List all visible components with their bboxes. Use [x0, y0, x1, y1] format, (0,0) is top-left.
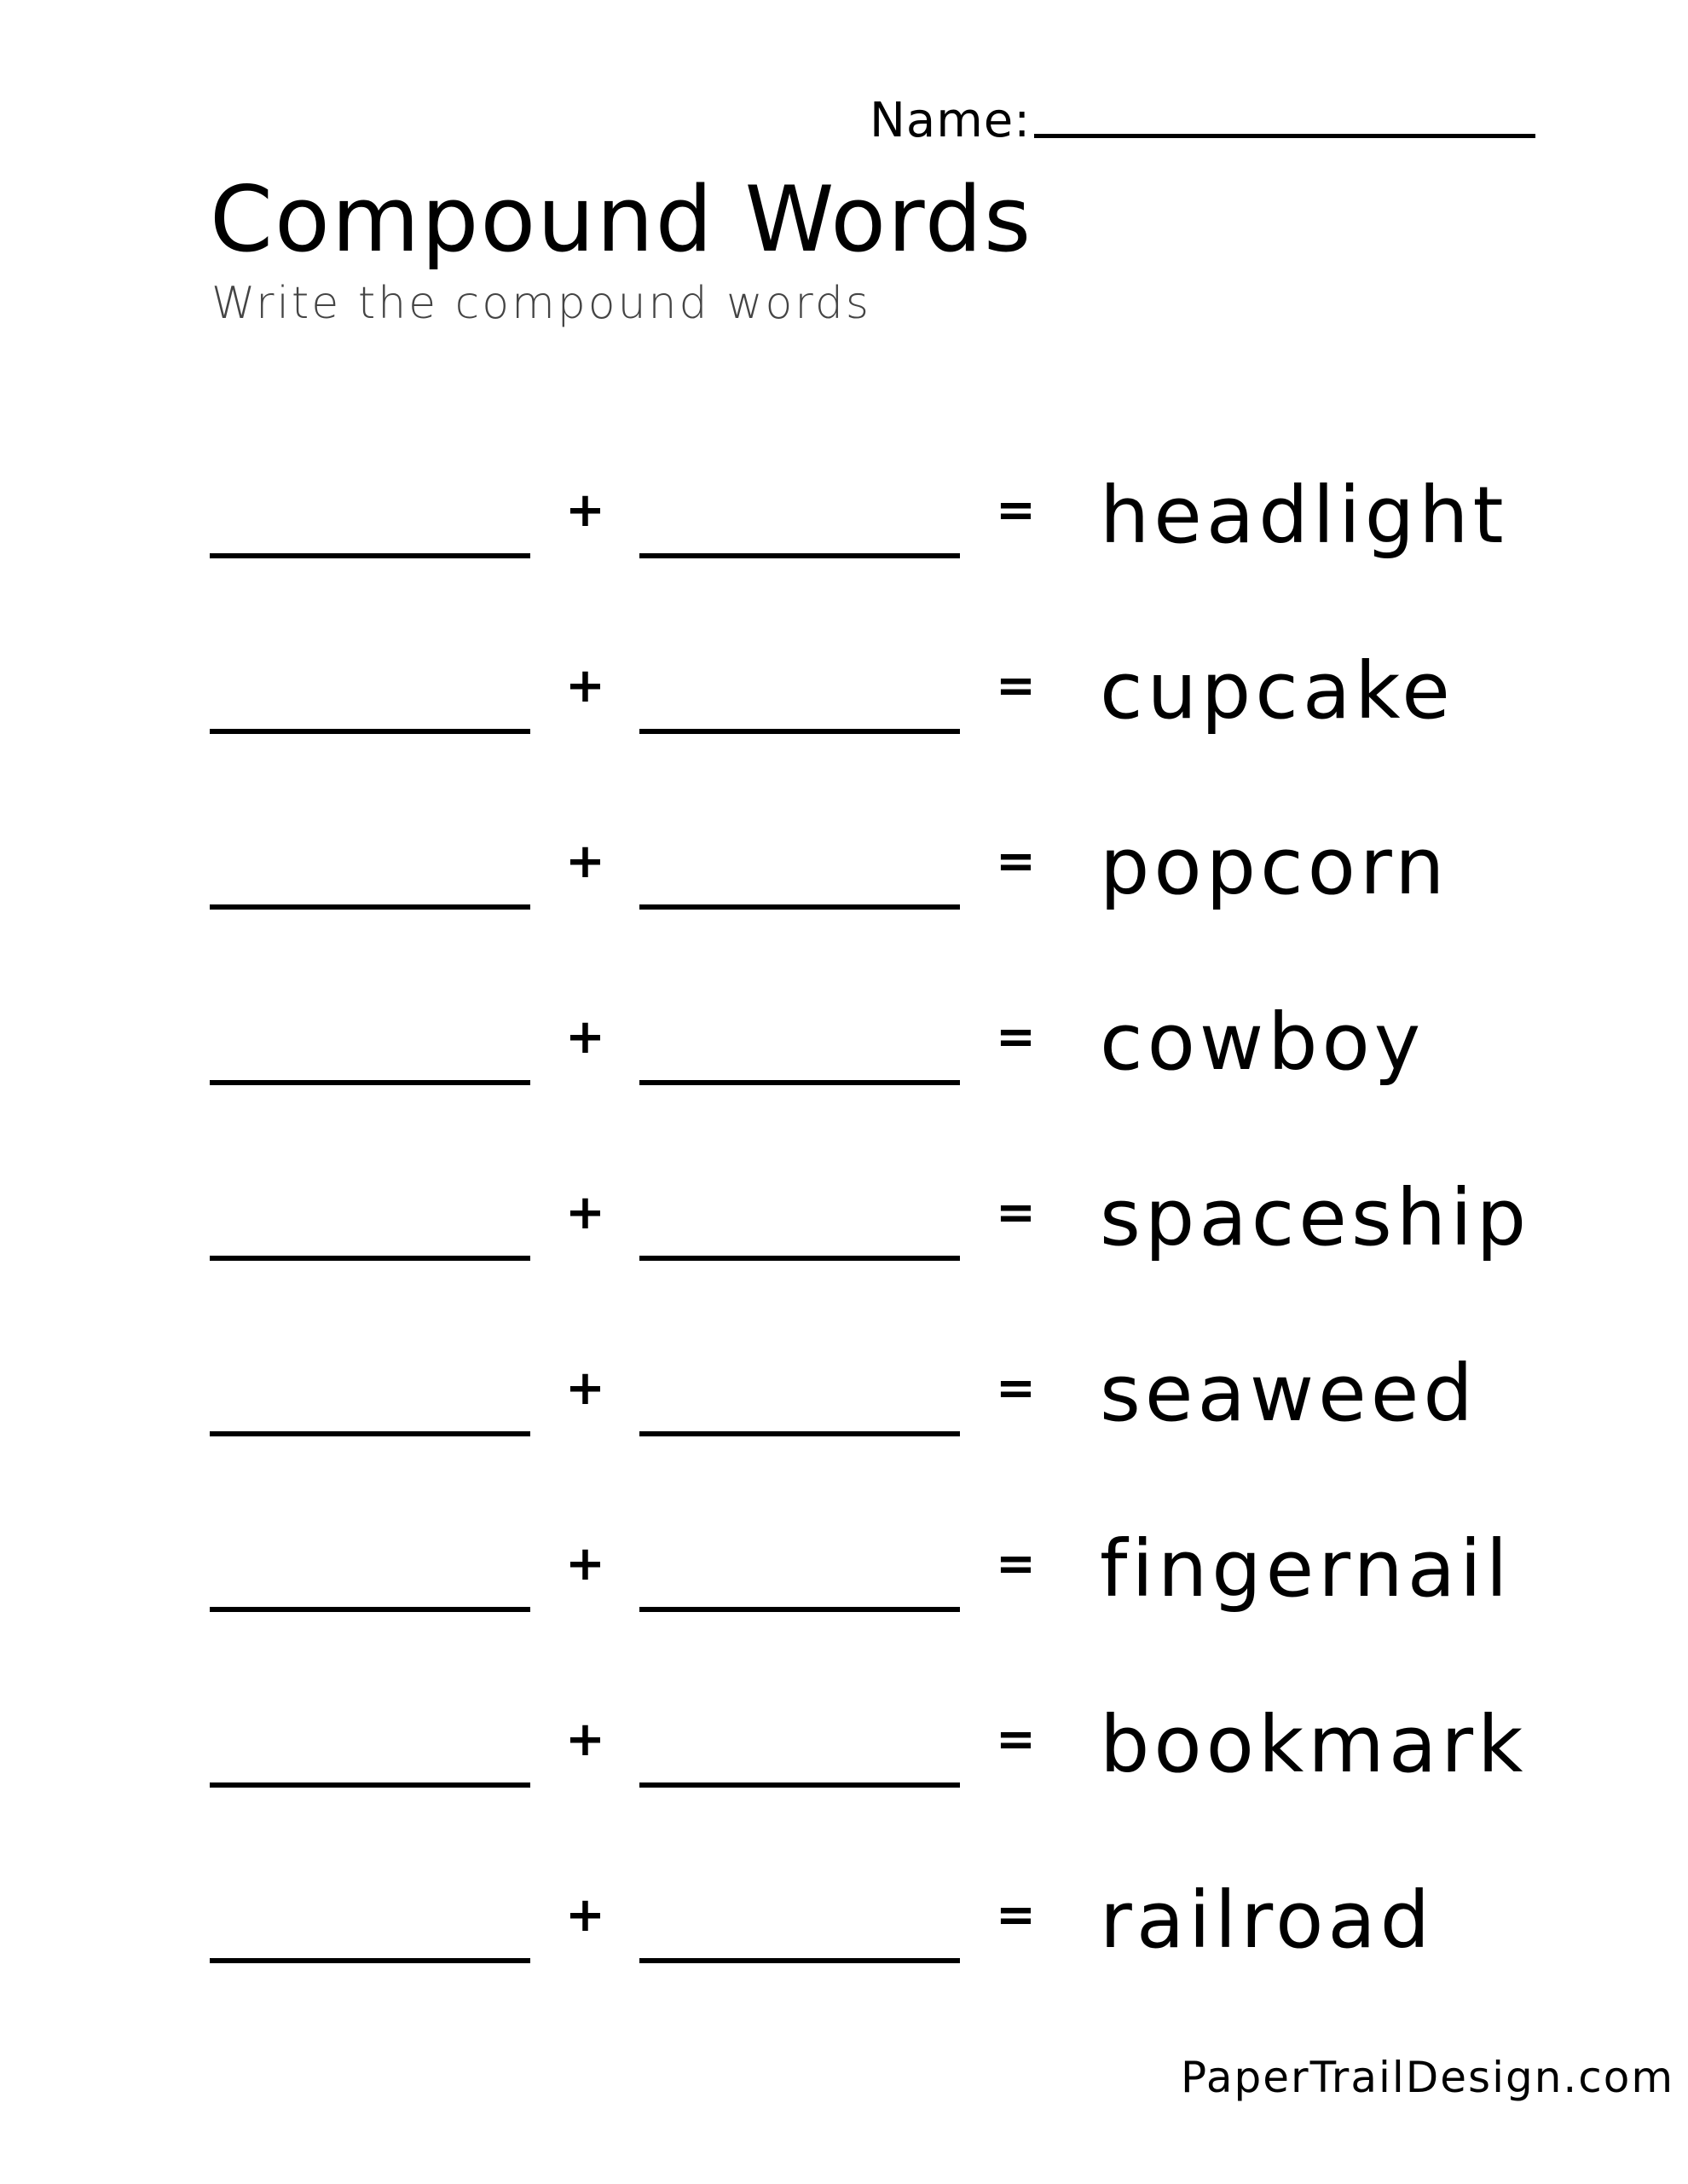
second-word-blank[interactable] [639, 1080, 960, 1085]
first-word-blank[interactable] [210, 1431, 530, 1436]
equals-sign: = [996, 1009, 1036, 1065]
compound-word: bookmark [1100, 1699, 1528, 1790]
worksheet-instructions: Write the compound words [211, 278, 871, 329]
name-label: Name: [870, 93, 1032, 148]
first-word-blank[interactable] [210, 1607, 530, 1612]
equals-sign: = [996, 1361, 1036, 1416]
equals-sign: = [996, 658, 1036, 714]
first-word-blank[interactable] [210, 904, 530, 910]
plus-sign: + [565, 834, 605, 889]
equals-sign: = [996, 1536, 1036, 1592]
first-word-blank[interactable] [210, 729, 530, 734]
equals-sign: = [996, 1887, 1036, 1943]
compound-word: railroad [1100, 1875, 1435, 1966]
second-word-blank[interactable] [639, 729, 960, 734]
compound-word: fingernail [1100, 1523, 1512, 1615]
problem-row [0, 799, 1688, 910]
plus-sign: + [565, 1009, 605, 1065]
problem-row [0, 1150, 1688, 1261]
second-word-blank[interactable] [639, 1431, 960, 1436]
second-word-blank[interactable] [639, 904, 960, 910]
second-word-blank[interactable] [639, 1958, 960, 1963]
compound-word: popcorn [1100, 821, 1449, 912]
plus-sign: + [565, 1361, 605, 1416]
problem-row [0, 1677, 1688, 1788]
first-word-blank[interactable] [210, 1080, 530, 1085]
compound-word: spaceship [1100, 1172, 1531, 1263]
plus-sign: + [565, 1887, 605, 1943]
plus-sign: + [565, 658, 605, 714]
compound-word: cupcake [1100, 645, 1454, 737]
problem-row [0, 623, 1688, 737]
plus-sign: + [565, 482, 605, 538]
problem-row [0, 1501, 1688, 1615]
compound-word: headlight [1100, 470, 1508, 561]
plus-sign: + [565, 1536, 605, 1592]
first-word-blank[interactable] [210, 553, 530, 558]
first-word-blank[interactable] [210, 1782, 530, 1788]
plus-sign: + [565, 1712, 605, 1767]
first-word-blank[interactable] [210, 1958, 530, 1963]
first-word-blank[interactable] [210, 1256, 530, 1261]
equals-sign: = [996, 1185, 1036, 1240]
worksheet-title: Compound Words [210, 167, 1033, 272]
problem-row [0, 1852, 1688, 1966]
second-word-blank[interactable] [639, 1256, 960, 1261]
equals-sign: = [996, 834, 1036, 889]
compound-word: cowboy [1100, 997, 1425, 1088]
second-word-blank[interactable] [639, 1782, 960, 1788]
problem-row [0, 1326, 1688, 1439]
equals-sign: = [996, 1712, 1036, 1767]
compound-word: seaweed [1100, 1348, 1477, 1439]
plus-sign: + [565, 1185, 605, 1240]
footer-credit: PaperTrailDesign.com [1181, 2053, 1675, 2102]
equals-sign: = [996, 482, 1036, 538]
second-word-blank[interactable] [639, 1607, 960, 1612]
problem-row [0, 974, 1688, 1088]
problem-row [0, 448, 1688, 561]
second-word-blank[interactable] [639, 553, 960, 558]
